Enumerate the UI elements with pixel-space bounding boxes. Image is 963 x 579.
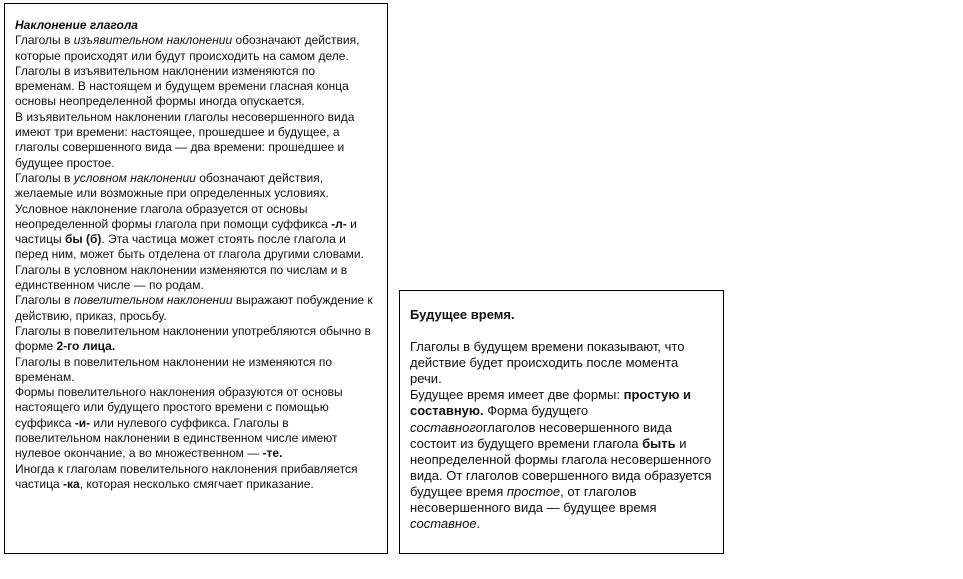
text-run: обозначают действия, которые происходят или будут происходить на самом деле.	[15, 33, 360, 63]
ending-te: -те.	[262, 446, 283, 461]
text-run: глаголов несовершенного вида состоит из будущего времени глагола	[410, 419, 672, 451]
imperative-tense-paragraph: Глаголы в повелительном наклонении не изменяются по временам.	[15, 354, 333, 384]
suffix-i: -и-	[74, 415, 91, 430]
text-run: и неопределенной формы глагола несовершенного вида. От глаголов совершенного вида образуется будущее время	[410, 435, 712, 499]
imperative-formation-paragraph	[15, 385, 377, 461]
term-indicative: изъявительном наклонении	[73, 33, 233, 48]
term-simple: простое	[506, 483, 561, 499]
term-imperative: повелительном наклонении	[73, 293, 233, 308]
second-person: 2-го лица.	[56, 339, 116, 354]
term-compound-2: составное	[410, 516, 477, 532]
future-forms-paragraph	[410, 387, 713, 532]
text-run: Иногда к глаголам повелительного наклонения прибавляется частица	[15, 461, 358, 491]
particle-by: бы (б)	[64, 232, 102, 247]
text-run: .	[476, 516, 481, 532]
forms-simple-compound: простую и составную.	[410, 387, 692, 419]
imperative-particle-paragraph	[15, 462, 377, 493]
future-tense-text-box	[399, 290, 724, 554]
imperative-definition	[15, 293, 377, 324]
indicative-aspects-paragraph: В изъявительном наклонении глаголы несовершенного вида имеют три времени: настоящее, прошедшее и будущее, а глаголы совершенного вида — два времени: прошедшее и будущее простое.	[15, 109, 355, 170]
text-run: Формы повелительного наклонения образуются от основы настоящего или будущего простого времени с помощью суффикса	[15, 385, 343, 430]
text-run: . Эта частица может стоять после глагола и перед ним, может быть отделена от глагола другими словами.	[15, 232, 364, 262]
term-conditional: условном наклонении	[73, 170, 196, 185]
text-run: и частицы	[15, 216, 357, 247]
text-run: Глаголы в повелительном наклонении употребляются обычно в форме	[15, 323, 371, 354]
text-run: выражают побуждение к действию, приказ, просьбу.	[15, 293, 373, 323]
conditional-formation-paragraph	[15, 202, 377, 263]
future-definition: Глаголы в будущем времени показывают, что действие будет происходить после момента речи.	[410, 339, 685, 387]
verb-byt: быть	[642, 435, 676, 451]
text-run: Глаголы в	[15, 293, 74, 308]
term-compound: составного	[410, 419, 483, 435]
text-run: , которая несколько смягчает приказание.	[79, 476, 314, 491]
text-run: или нулевого суффикса. Глаголы в повелительном наклонении в единственном числе имеют нулевое окончание, а во множественном —	[15, 415, 338, 461]
moods-title: Наклонение глагола	[15, 18, 138, 32]
indicative-definition	[15, 33, 377, 64]
future-tense-title: Будущее время.	[410, 307, 515, 322]
particle-ka: -ка	[63, 476, 80, 491]
text-run: Глаголы в	[15, 170, 74, 185]
text-run: обозначают действия, желаемые или возможные при определенных условиях.	[15, 170, 329, 201]
moods-text-box	[4, 3, 388, 554]
text-run: Форма будущего	[483, 403, 589, 419]
text-run: Условное наклонение глагола образуется от основы неопределенной формы глагола при помощи суффикса	[15, 201, 332, 231]
text-run: Будущее время имеет две формы:	[410, 387, 624, 403]
conditional-change-paragraph: Глаголы в условном наклонении изменяются по числам и в единственном числе — по родам.	[15, 262, 348, 293]
imperative-usage-paragraph	[15, 324, 377, 355]
text-run: Глаголы в	[15, 33, 74, 48]
indicative-tenses-paragraph: Глаголы в изъявительном наклонении изменяются по временам. В настоящем и будущем времени гласная конца основы неопределенной формы иногда опускается.	[15, 63, 349, 109]
suffix-l: -л-	[331, 216, 347, 231]
conditional-definition	[15, 171, 377, 202]
text-run: , от глаголов несовершенного вида — будущее время	[410, 483, 657, 516]
